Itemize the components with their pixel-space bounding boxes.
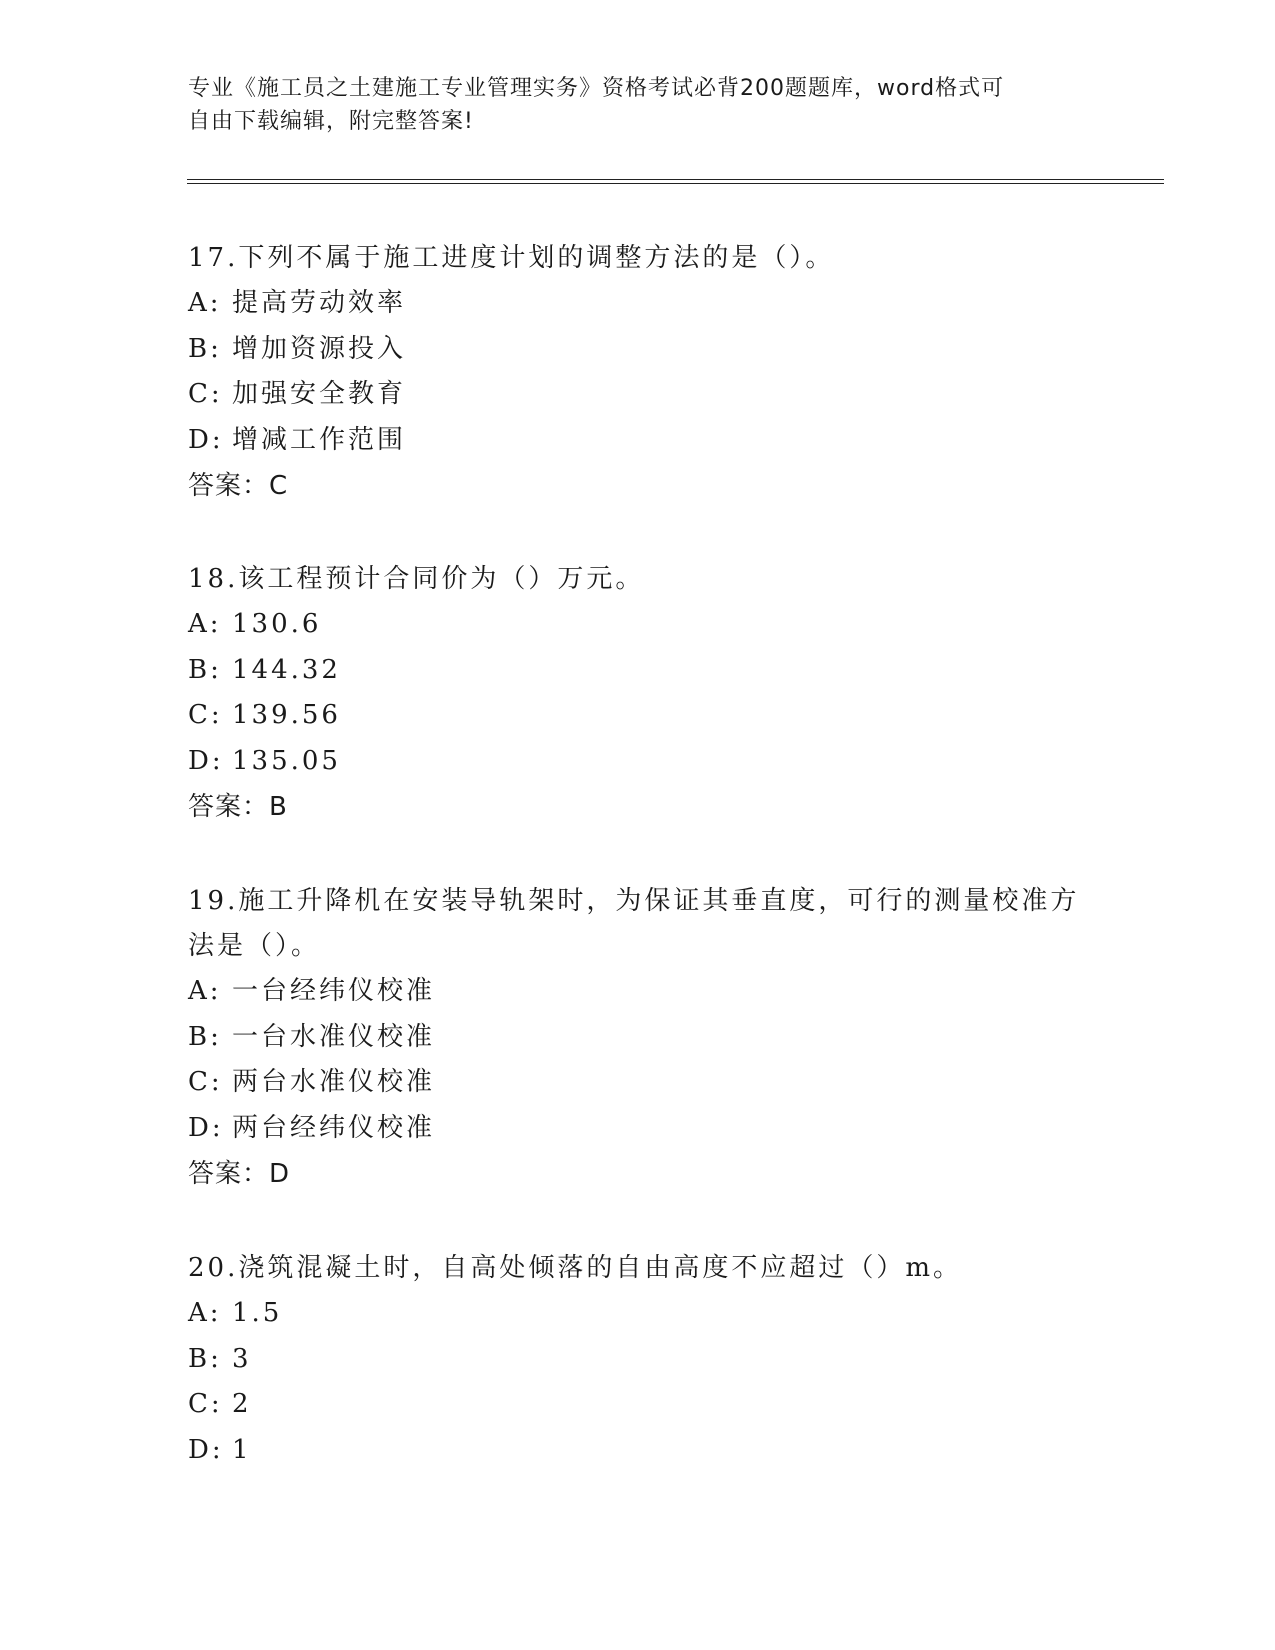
option-b: [188, 1337, 1088, 1383]
option-text: 139.56: [232, 700, 341, 730]
question-18: [188, 557, 1088, 830]
option-d: [188, 418, 1088, 464]
option-a: [188, 602, 1088, 648]
option-c: [188, 372, 1088, 418]
option-text: 130.6: [232, 609, 322, 639]
option-key: A:: [188, 288, 222, 318]
option-key: C:: [188, 1389, 223, 1419]
option-text: 增加资源投入: [232, 333, 407, 364]
question-17: [188, 236, 1088, 509]
option-key: B:: [188, 333, 222, 364]
option-text: 144.32: [232, 654, 341, 685]
option-d: [188, 739, 1088, 785]
option-key: C:: [188, 1067, 223, 1097]
option-c: [188, 1382, 1088, 1428]
header-divider-bottom: [187, 183, 1164, 184]
option-key: D:: [188, 424, 224, 455]
answer-label: 答案：C: [188, 471, 289, 501]
option-text: 两台经纬仪校准: [232, 1112, 436, 1143]
question-stem: 19.施工升降机在安装导轨架时，为保证其垂直度，可行的测量校准方: [188, 886, 1080, 916]
answer-label: 答案：B: [188, 792, 288, 822]
option-a: [188, 1291, 1088, 1337]
option-text: 2: [232, 1389, 252, 1419]
option-key: D:: [188, 1434, 224, 1465]
option-text: 两台水准仪校准: [232, 1067, 436, 1097]
header-divider-top: [187, 179, 1164, 180]
answer-label: 答案：D: [188, 1159, 291, 1189]
question-stem: 17.下列不属于施工进度计划的调整方法的是（）。: [188, 243, 835, 273]
option-key: D:: [188, 745, 224, 776]
option-a: [188, 969, 1088, 1015]
option-text: 3: [232, 1343, 252, 1374]
header-line-2: 自由下载编辑，附完整答案!: [188, 109, 474, 134]
option-key: A:: [188, 976, 222, 1006]
option-text: 一台水准仪校准: [232, 1021, 436, 1052]
option-key: A:: [188, 1298, 222, 1328]
question-stem-continued: 法是（）。: [188, 931, 321, 961]
option-text: 一台经纬仪校准: [232, 976, 436, 1006]
option-key: D:: [188, 1112, 224, 1143]
question-20: [188, 1246, 1088, 1473]
option-text: 提高劳动效率: [232, 288, 407, 318]
option-key: B:: [188, 654, 222, 685]
option-text: 1: [232, 1434, 252, 1465]
option-c: [188, 1060, 1088, 1106]
option-c: [188, 693, 1088, 739]
option-key: A:: [188, 609, 222, 639]
option-d: [188, 1106, 1088, 1152]
option-b: [188, 327, 1088, 373]
question-stem: 20.浇筑混凝土时，自高处倾落的自由高度不应超过（）m。: [188, 1253, 963, 1283]
header-line-1: 专业《施工员之土建施工专业管理实务》资格考试必背200题题库，word格式可: [188, 76, 1005, 101]
option-key: B:: [188, 1021, 222, 1052]
option-text: 135.05: [232, 745, 341, 776]
option-key: C:: [188, 379, 223, 409]
option-text: 增减工作范围: [232, 424, 407, 455]
option-b: [188, 1015, 1088, 1061]
option-d: [188, 1428, 1088, 1474]
option-a: [188, 281, 1088, 327]
question-19: [188, 879, 1088, 1197]
question-stem: 18.该工程预计合同价为（）万元。: [188, 564, 645, 594]
option-text: 加强安全教育: [232, 379, 407, 409]
option-b: [188, 648, 1088, 694]
option-key: C:: [188, 700, 223, 730]
option-key: B:: [188, 1343, 222, 1374]
document-header: [188, 72, 1088, 138]
option-text: 1.5: [232, 1298, 283, 1328]
